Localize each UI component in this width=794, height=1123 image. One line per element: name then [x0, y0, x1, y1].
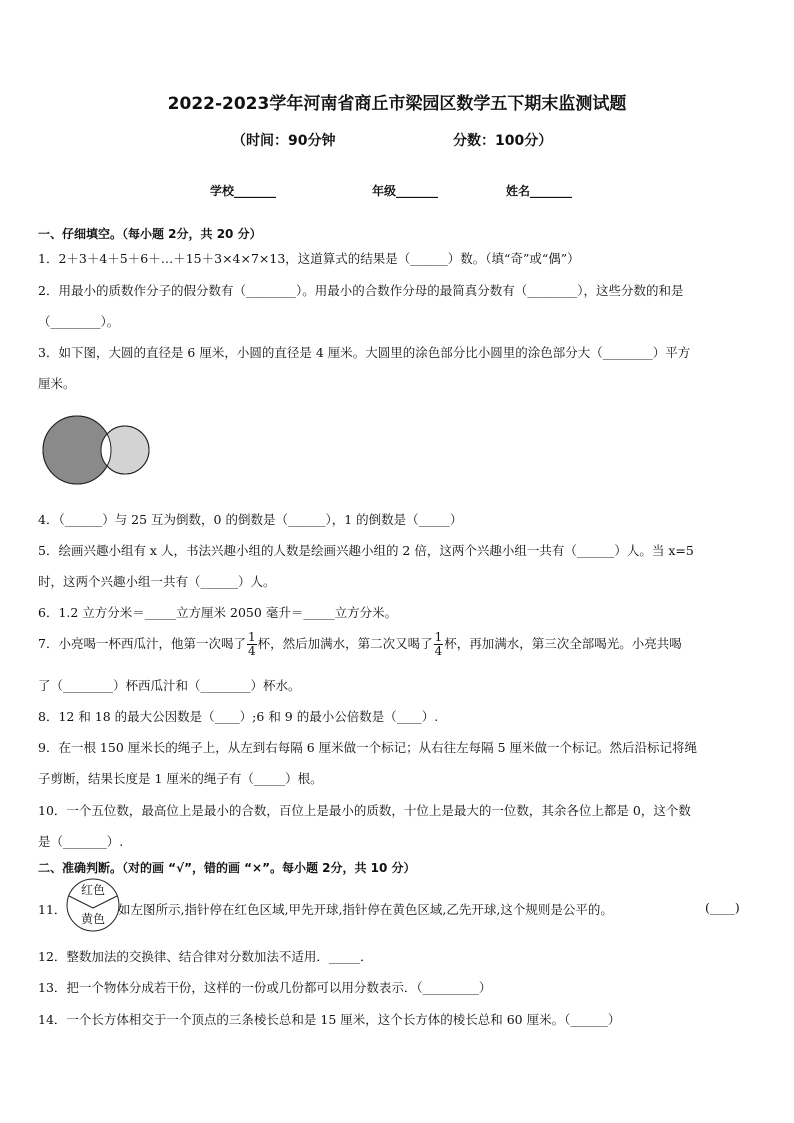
two-circles-figure — [40, 412, 155, 486]
question-12: 12．整数加法的交换律、结合律对分数加法不适用．_____． — [38, 949, 373, 964]
question-6: 6．1.2 立方分米＝_____立方厘米 2050 毫升＝_____立方分米。 — [38, 605, 398, 620]
question-1: 1．2＋3＋4＋5＋6＋…＋15＋3×4×7×13，这道算式的结果是（______）数。（填“奇”或“偶”） — [38, 251, 580, 266]
spinner-label-yellow: 黄色 — [80, 912, 106, 926]
time-limit: （时间：90分钟 — [232, 133, 336, 149]
q7-text-2: 杯，然后加满水，第二次又喝了 — [257, 636, 433, 651]
page-title: 2022-2023学年河南省商丘市梁园区数学五下期末监测试题 — [167, 94, 627, 114]
question-2-line-2: （________）。 — [38, 314, 120, 329]
q7-text-1: 7．小亮喝一杯西瓜汁，他第一次喝了 — [38, 636, 246, 651]
q7-text-3: 杯，再加满水，第三次全部喝光。小亮共喝 — [444, 636, 682, 651]
question-3-line-1: 3．如下图，大圆的直径是 6 厘米，小圆的直径是 4 厘米。大圆里的涂色部分比小圆里的涂色部分大（________）平方 — [38, 345, 691, 360]
question-5-line-1: 5．绘画兴趣小组有 x 人，书法兴趣小组的人数是绘画兴趣小组的 2 倍，这两个兴趣小组一共有（______）人。当 x=5 — [38, 543, 694, 558]
spinner-divider-left — [69, 896, 93, 908]
school-field: 学校_______ — [210, 184, 277, 198]
section-1-heading: 一、仔细填空。（每小题 2分，共 20 分） — [38, 227, 262, 241]
question-4: 4．（______）与 25 互为倒数，0 的倒数是（______），1 的倒数是（_____） — [38, 512, 463, 527]
q11-answer-blank: (____) — [705, 900, 740, 915]
question-13: 13．把一个物体分成若干份，这样的一份或几份都可以用分数表示．（_________） — [38, 980, 492, 995]
question-9-line-2: 子剪断，结果长度是 1 厘米的绳子有（_____）根。 — [38, 771, 323, 786]
question-7-line-2: 了（________）杯西瓜汁和（________）杯水。 — [38, 678, 301, 693]
grade-field: 年级_______ — [372, 184, 439, 198]
question-5-line-2: 时，这两个兴趣小组一共有（______）人。 — [38, 574, 276, 589]
question-7-line-1 — [38, 631, 760, 658]
total-score: 分数：100分） — [453, 133, 553, 149]
fraction-one-quarter — [247, 631, 257, 658]
fraction-one-quarter — [434, 631, 444, 658]
color-spinner-figure — [65, 876, 121, 934]
question-14: 14．一个长方体相交于一个顶点的三条棱长总和是 15 厘米，这个长方体的棱长总和 60 厘米。（______） — [38, 1012, 621, 1027]
q11-number: 11． — [38, 902, 67, 917]
fraction-numerator: 1 — [247, 630, 256, 644]
q11-text: 如左图所示,指针停在红色区域,甲先开球,指针停在黄色区域,乙先开球,这个规则是公平的。 — [118, 902, 613, 917]
section-2-heading: 二、准确判断。（对的画 “√”，错的画 “×”。每小题 2分，共 10 分） — [38, 861, 416, 875]
question-2-line-1: 2．用最小的质数作分子的假分数有（________）。用最小的合数作分母的最简真分数有（________），这些分数的和是 — [38, 283, 684, 298]
question-9-line-1: 9．在一根 150 厘米长的绳子上，从左到右每隔 6 厘米做一个标记；从右往左每隔 5 厘米做一个标记。然后沿标记将绳 — [38, 740, 698, 755]
spinner-divider-right — [93, 896, 117, 908]
question-11 — [38, 900, 760, 918]
fraction-numerator: 1 — [434, 630, 443, 644]
question-3-line-2: 厘米。 — [38, 376, 76, 391]
spinner-label-red: 红色 — [80, 883, 106, 897]
fraction-denominator: 4 — [247, 644, 256, 658]
question-8: 8．12 和 18 的最大公因数是（____）;6 和 9 的最小公倍数是（____）. — [38, 709, 439, 724]
name-field: 姓名_______ — [506, 184, 573, 198]
fraction-denominator: 4 — [434, 644, 443, 658]
question-10-line-2: 是（_______）. — [38, 834, 124, 849]
question-10-line-1: 10．一个五位数，最高位上是最小的合数，百位上是最小的质数，十位上是最大的一位数，其余各位上都是 0，这个数 — [38, 803, 691, 818]
